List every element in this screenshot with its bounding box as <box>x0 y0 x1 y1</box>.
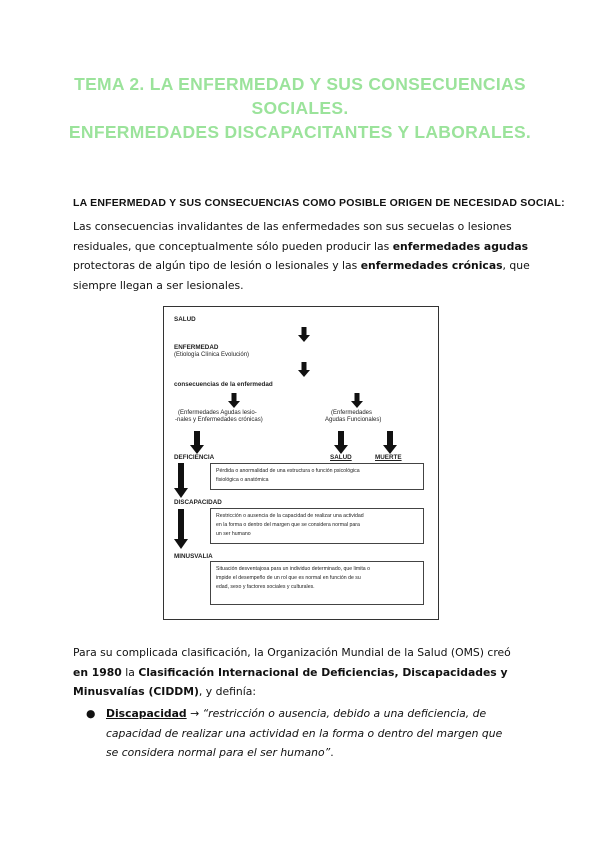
diagram-discapacidad: DISCAPACIDAD <box>174 499 222 506</box>
paragraph-line: Minusvalías (CIDDM), y definía: <box>73 685 257 698</box>
paragraph-line: en 1980 la Clasificación Internacional de Deficiencias, Discapacidades y <box>73 665 508 679</box>
bold-term: en 1980 <box>73 665 122 679</box>
discapacidad-box: Restricción o ausencia de la capacidad de realizar una actividad en la forma o dentro del margen que se considera normal para un ser humano <box>210 508 424 544</box>
diagram-minusvalia: MINUSVALIA <box>174 553 213 560</box>
arrow-down-icon <box>334 431 348 454</box>
arrow-down-icon <box>351 393 363 408</box>
arrow-down-icon <box>298 362 310 377</box>
bullet-line: capacidad de realizar una actividad en la forma o dentro del margen que <box>106 726 503 740</box>
section-heading: LA ENFERMEDAD Y SUS CONSECUENCIAS COMO POSIBLE ORIGEN DE NECESIDAD SOCIAL: <box>73 197 565 209</box>
diagram-left-note: (Enfermedades Agudas lesio- <box>178 410 257 416</box>
bold-term: enfermedades agudas <box>392 239 529 253</box>
bullet-icon: ● <box>86 707 96 720</box>
diagram-etiologia: (Etiología Clínica Evolución) <box>174 352 250 358</box>
diagram-muerte: MUERTE <box>375 454 402 461</box>
bold-term: Clasificación Internacional de Deficiencias, Discapacidades y <box>138 665 508 679</box>
arrow-down-icon <box>190 431 204 454</box>
paragraph-line: Las consecuencias invalidantes de las enfermedades son sus secuelas o lesiones <box>73 220 512 233</box>
diagram-right-note: Agudas Funcionales) <box>325 417 382 423</box>
diagram-left-note: -nales y Enfermedades crónicas) <box>175 417 263 423</box>
diagram-enfermedad: ENFERMEDAD <box>174 344 219 351</box>
disability-diagram <box>163 306 439 620</box>
bold-term: Minusvalías (CIDDM) <box>73 685 199 698</box>
arrow-down-icon <box>228 393 240 408</box>
minusvalia-box: Situación desventajosa para un individuo determinado, que limita o impide el desempeño de un rol que es normal en función de su edad, sexo y factores sociales y culturales. <box>210 561 424 605</box>
bullet-term: Discapacidad <box>106 707 187 720</box>
arrow-down-icon <box>174 509 188 549</box>
paragraph-line: residuales, que conceptualmente sólo pueden producir las enfermedades agudas <box>73 239 529 253</box>
paragraph-line: Para su complicada clasificación, la Organización Mundial de la Salud (OMS) creó <box>73 646 511 659</box>
paragraph-line: siempre llegan a ser lesionales. <box>73 278 244 292</box>
oms-paragraph <box>73 643 533 702</box>
page-title <box>60 72 540 144</box>
arrow-down-icon <box>383 431 397 454</box>
diagram-right-note: (Enfermedades <box>331 410 373 416</box>
diagram-consecuencias: consecuencias de la enfermedad <box>174 381 273 388</box>
bold-term: enfermedades crónicas <box>360 259 503 272</box>
diagram-deficiencia: DEFICIENCIA <box>174 454 215 461</box>
arrow-down-icon <box>174 463 188 498</box>
paragraph-line: protectoras de algún tipo de lesión o lesionales y las enfermedades crónicas, que <box>73 259 530 272</box>
arrow-down-icon <box>298 327 310 342</box>
intro-paragraph <box>73 217 533 295</box>
diagram-salud: SALUD <box>174 316 196 323</box>
title-line-3: ENFERMEDADES DISCAPACITANTES Y LABORALES. <box>68 122 532 142</box>
deficiencia-box: Pérdida o anormalidad de una estructura o función psicológica fisiológica o anatómica <box>210 463 424 490</box>
bullet-line: se considera normal para el ser humano”. <box>106 746 334 759</box>
title-line-2: SOCIALES. <box>251 98 349 118</box>
title-line-1: TEMA 2. LA ENFERMEDAD Y SUS CONSECUENCIAS <box>74 74 526 94</box>
diagram-salud-2: SALUD <box>330 454 352 461</box>
